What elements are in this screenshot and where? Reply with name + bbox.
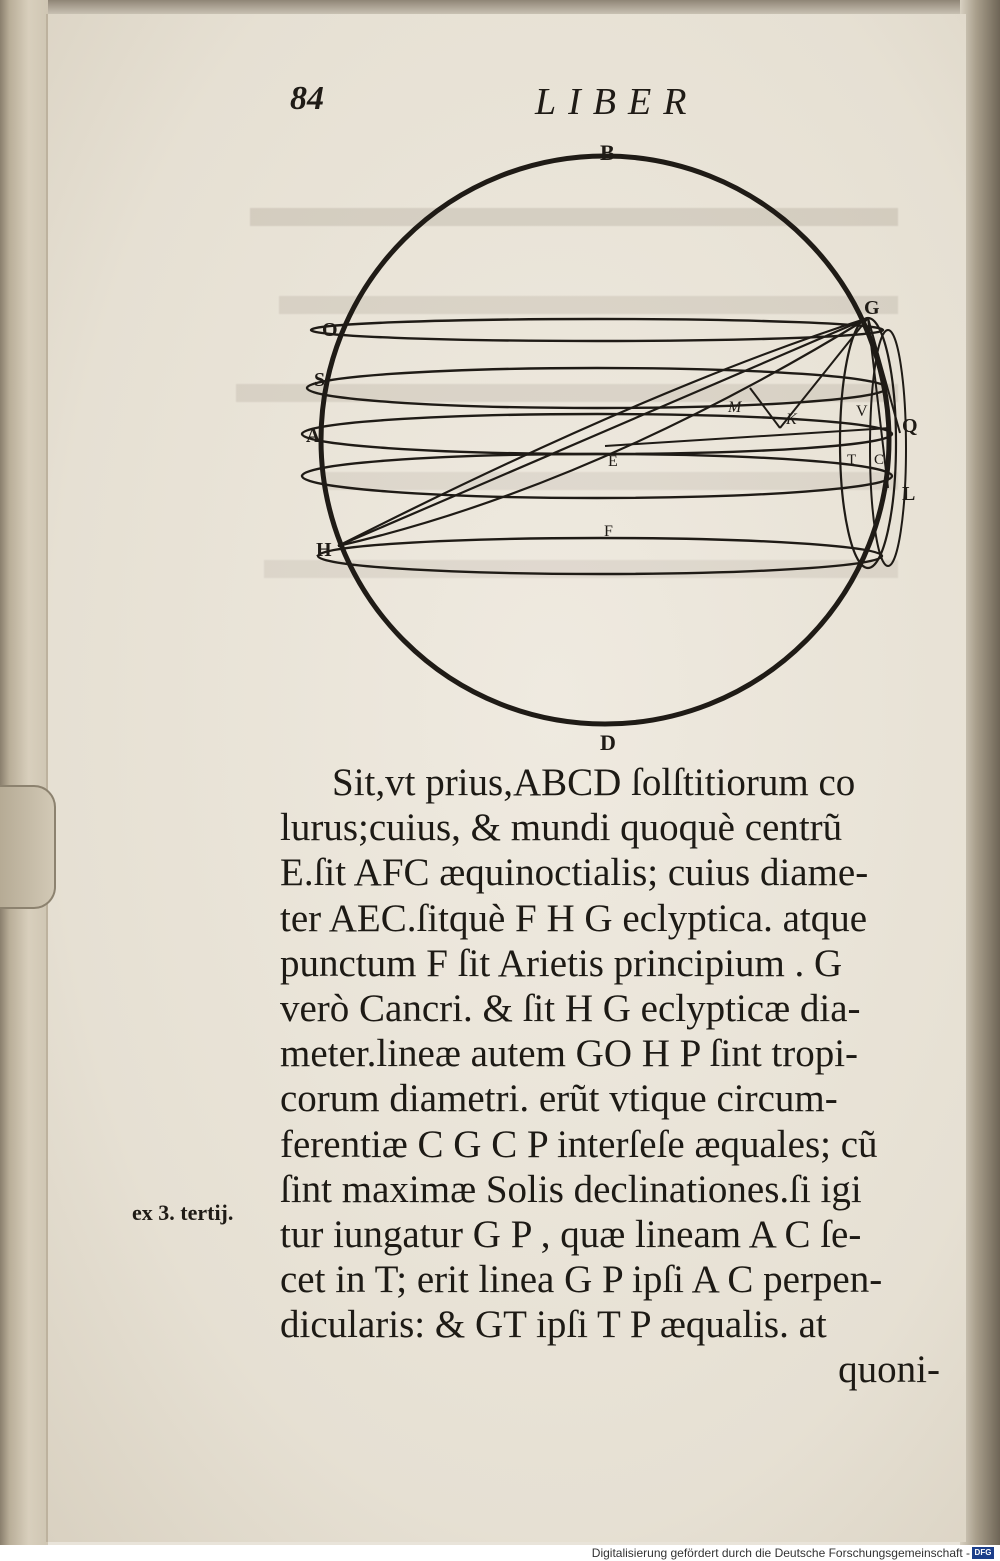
capricorn-ellipse — [318, 538, 882, 574]
label-a: A — [306, 425, 321, 447]
line-m-k — [750, 388, 780, 428]
text-line: E.ſit AFC æquinoctialis; cuius diame- — [280, 851, 869, 895]
text-line: lurus;cuius, & mundi quoquè centrũ — [280, 806, 843, 850]
label-q: Q — [902, 415, 918, 437]
catchword: quoni- — [838, 1348, 940, 1392]
page-number: 84 — [290, 80, 324, 117]
dfg-logo: DFG — [972, 1547, 994, 1559]
label-o: O — [322, 319, 338, 341]
text-line: corum diametri. erũt vtique circum- — [280, 1077, 838, 1121]
label-g: G — [864, 297, 880, 319]
label-m: M — [728, 399, 742, 416]
tropic-ellipse — [311, 319, 883, 341]
digitization-credit: Digitalisierung gefördert durch die Deutsche Forschungsgemeinschaft - — [591, 1546, 970, 1560]
label-d: D — [600, 730, 616, 755]
label-f: F — [604, 523, 613, 540]
text-line: cet in T; erit linea G P ipſi A C perpen- — [280, 1258, 883, 1302]
colure-circle — [321, 156, 889, 724]
marginal-note: ex 3. tertij. — [132, 1200, 234, 1225]
label-c: C — [874, 452, 885, 468]
text-line: meter.lineæ autem GO H P ſint tropi- — [280, 1032, 859, 1076]
ecliptic-diameter — [338, 318, 868, 546]
label-k: K — [786, 411, 797, 428]
armillary-sphere-figure — [290, 128, 940, 758]
label-t: T — [847, 452, 857, 468]
text-line: verò Cancri. & ſit H G eclypticæ dia- — [280, 986, 861, 1030]
text-line: ferentiæ C G C P interſeſe æquales; cũ — [280, 1122, 878, 1166]
label-v: V — [856, 403, 868, 420]
page-fore-edge — [960, 0, 1000, 1545]
body-paragraph — [280, 760, 940, 1393]
label-l: L — [902, 483, 916, 505]
text-line: tur iungatur G P , quæ lineam A C ſe- — [280, 1212, 862, 1256]
label-s: S — [314, 369, 326, 391]
label-e: E — [608, 453, 618, 470]
book-clasp — [0, 785, 56, 909]
text-line: dicularis: & GT ipſi T P æqualis. at — [280, 1303, 827, 1347]
text-line: punctum F ſit Arietis principium . G — [280, 941, 843, 985]
label-b: B — [600, 140, 615, 165]
label-h: H — [316, 539, 332, 561]
text-line: ter AEC.ſitquè F H G eclyptica. atque — [280, 896, 868, 940]
running-head: LIBER — [535, 81, 699, 123]
book-spine-edge — [0, 0, 48, 1545]
text-line: Sit,vt prius,ABCD ſolſtitiorum co — [332, 761, 856, 804]
text-line: ſint maximæ Solis declinationes.ſi igi — [280, 1167, 862, 1211]
